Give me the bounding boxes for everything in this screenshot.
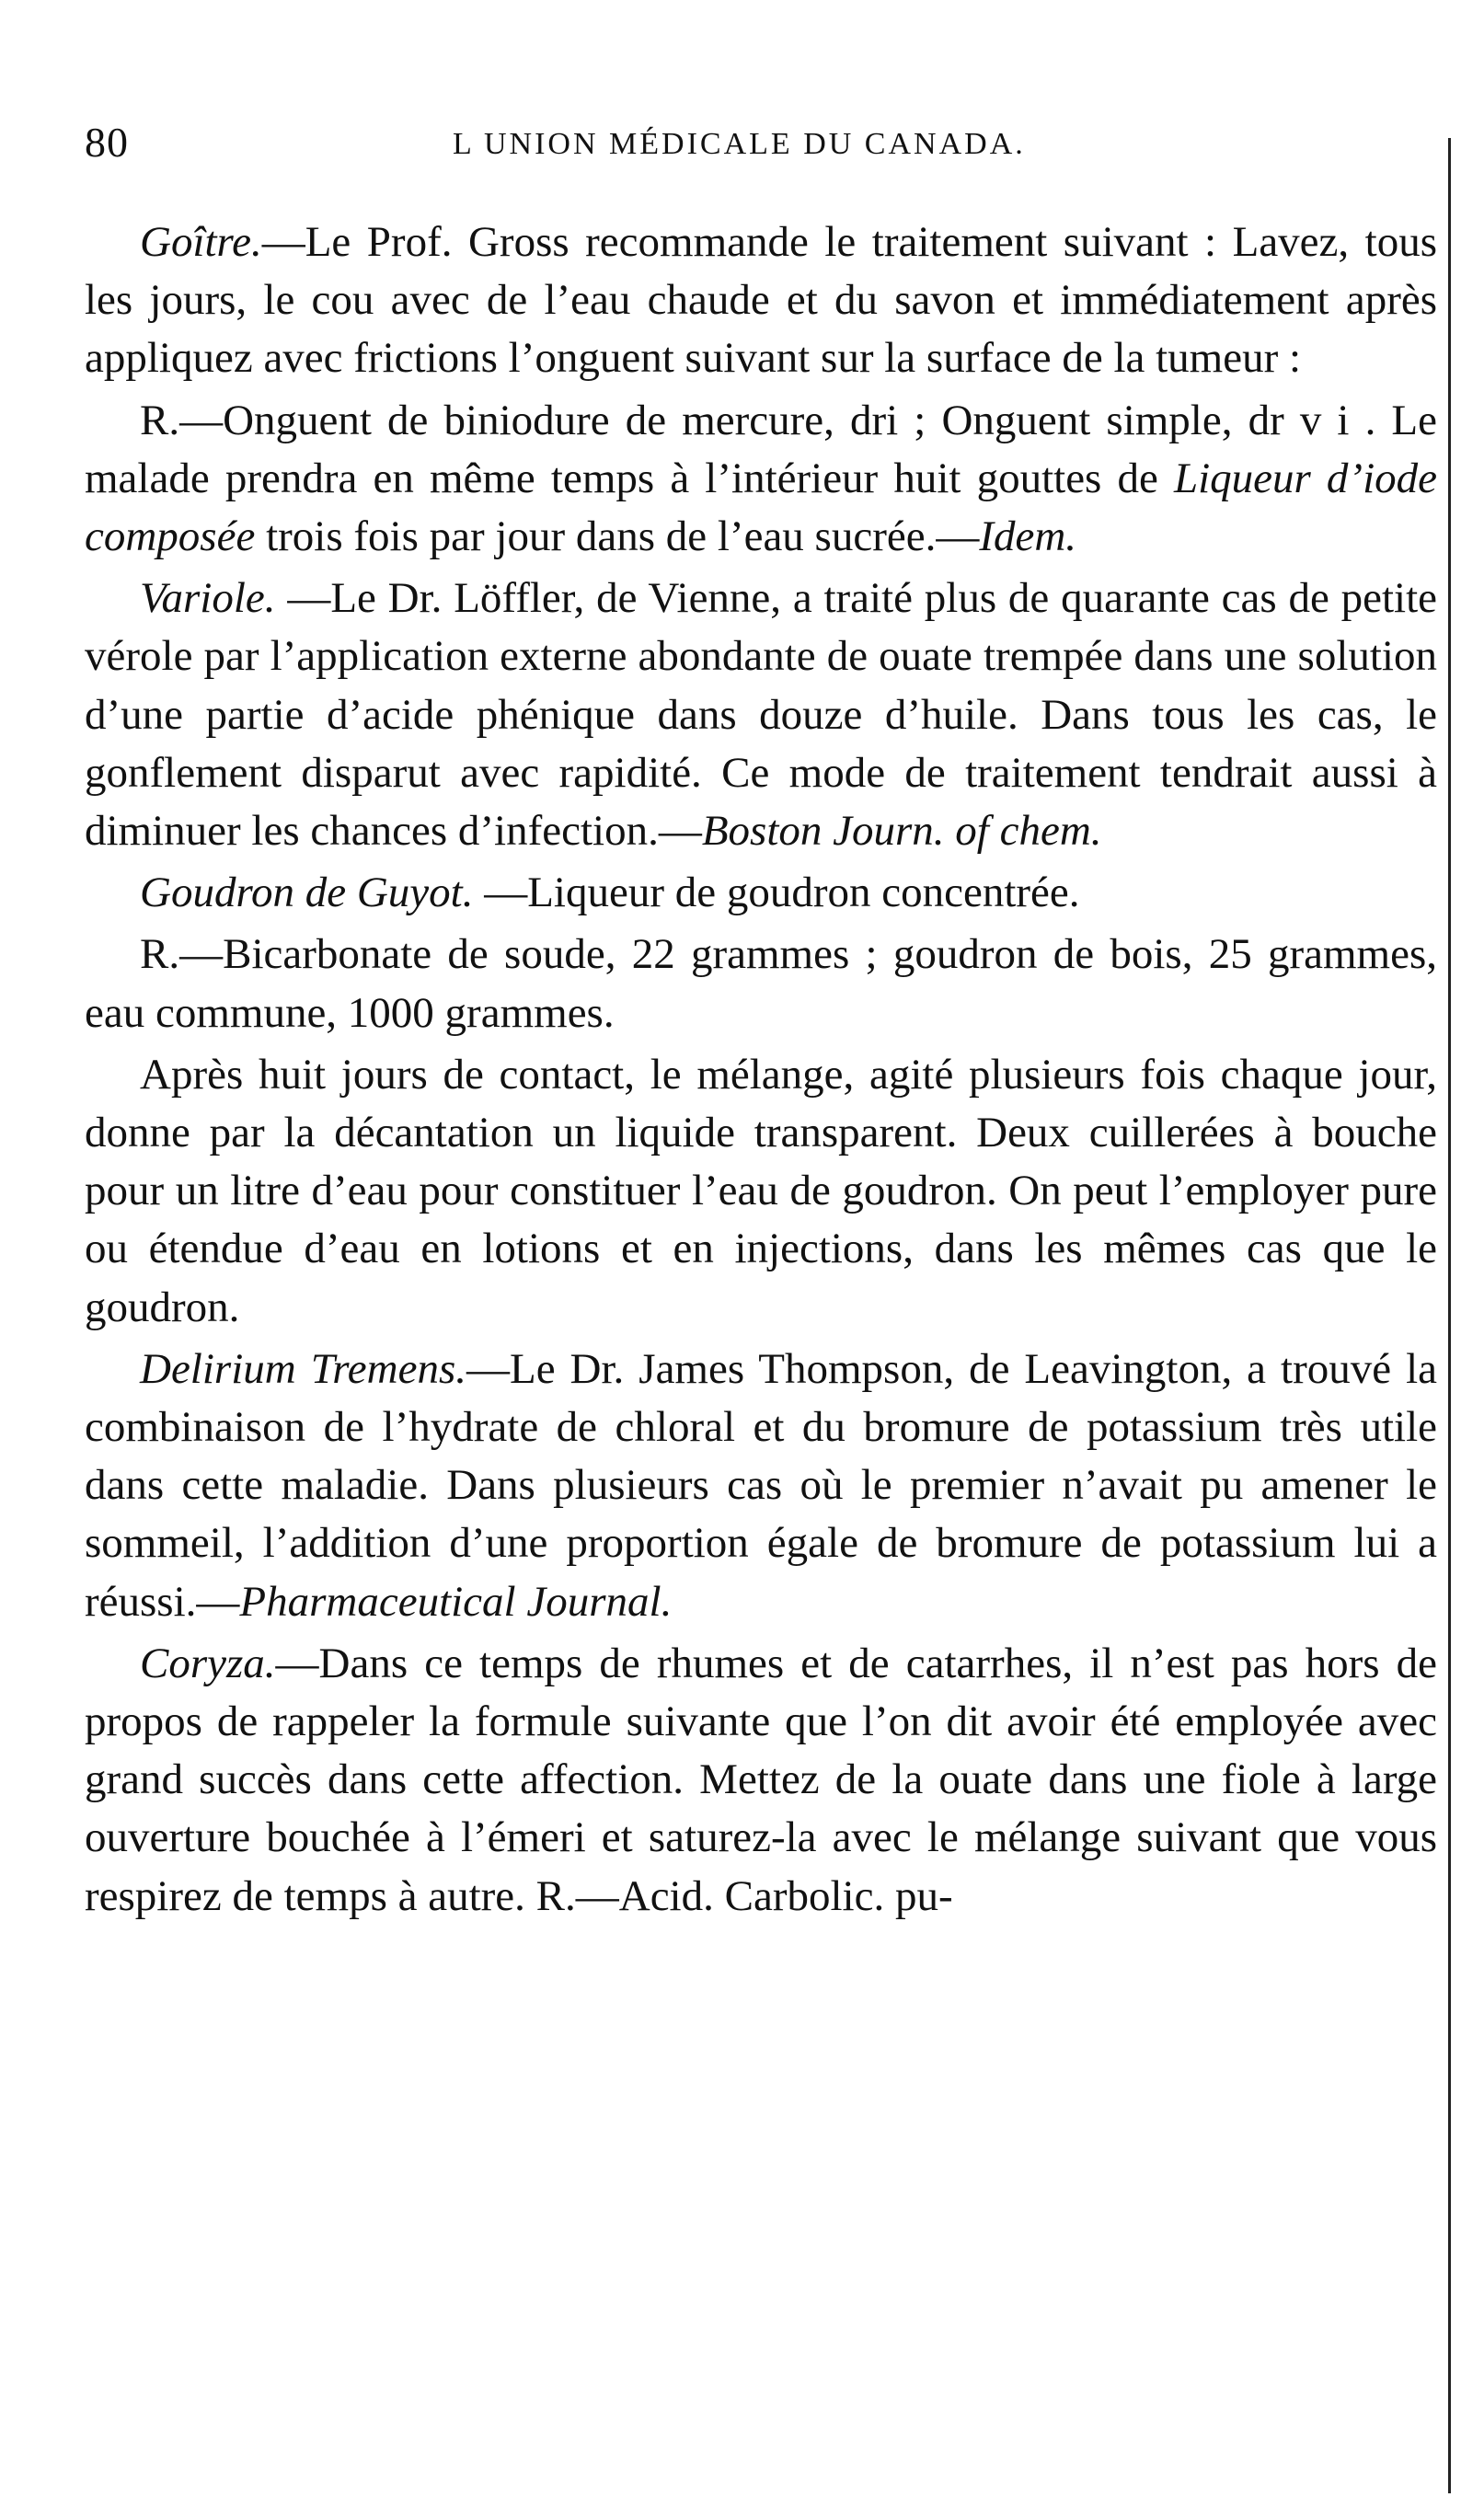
paragraph-lead: Goître.: [140, 218, 262, 266]
paragraph-text: Après huit jours de contact, le mélange, agité plusieurs fois chaque jour, donne par la décantation un liquide transparent. Deux cuillerées à bouche pour un litre d’eau pour constituer l’eau de goudron. On peut l’employer pure ou étendue d’eau en lotions et en injections, dans les mêmes cas que le goudron.: [85, 1050, 1437, 1331]
page-number: 80: [85, 119, 129, 166]
paragraph-text: —Le Dr. Löffler, de Vienne, a traité plus de quarante cas de petite vérole par l’application externe abondante de ouate trempée dans une solution d’une partie d’acide phénique dans douze d’huile. Dans tous les cas, le gonflement disparut avec rapidité. Ce mode de traitement tendrait aussi à diminuer les chances d’infection.—: [85, 574, 1437, 856]
paragraph-lead: Delirium Tremens.: [140, 1344, 466, 1393]
page-header: [85, 118, 1437, 173]
running-title: L UNION MÉDICALE DU CANADA.: [453, 127, 1026, 161]
paragraph-source: Idem.: [979, 512, 1077, 561]
paragraph-delirium-tremens: [85, 1341, 1437, 1631]
paragraph-goitre: [85, 213, 1437, 388]
paragraph-variole: [85, 570, 1437, 860]
paragraph-italic: Liqueur d’iode composée: [85, 454, 1437, 561]
paragraph-lead: Goudron de Guyot.: [140, 869, 474, 917]
article-body: [85, 213, 1437, 1929]
paragraph-source: Boston Journ. of chem.: [701, 807, 1102, 856]
paragraph-lead: Variole.: [140, 574, 276, 623]
paragraph-goudron-de-guyot: [85, 864, 1437, 922]
paragraph-goudron-prescription: [85, 926, 1437, 1041]
paragraph-text: —Le Dr. James Thompson, de Leavington, a trouvé la combinaison de l’hydrate de chloral et du bromure de potassium très utile dans cette maladie. Dans plusieurs cas où le premier n’avait pu amener le sommeil, l’addition d’une proportion égale de bromure de potassium lui a réussi.—: [85, 1344, 1437, 1626]
paragraph-goudron-preparation: [85, 1046, 1437, 1337]
paragraph-text: —Le Prof. Gross recommande le traitement suivant : Lavez, tous les jours, le cou avec de l’eau chaude et du savon et immédiatement après appliquez avec frictions l’onguent suivant sur la surface de la tumeur :: [85, 218, 1437, 383]
paragraph-source: Pharmaceutical Journal.: [239, 1577, 673, 1626]
right-margin-rule: [1448, 138, 1451, 2493]
paragraph-lead: Coryza.: [140, 1639, 276, 1687]
paragraph-text: —Liqueur de goudron concentrée.: [473, 869, 1080, 917]
paragraph-coryza: [85, 1635, 1437, 1926]
paragraph-text: —Dans ce temps de rhumes et de catarrhes, il n’est pas hors de propos de rappeler la formule suivante que l’on dit avoir été employée avec grand succès dans cette affection. Mettez de la ouate dans une fiole à large ouverture bouchée à l’émeri et saturez-la avec le mélange suivant que vous respirez de temps à autre. R.—Acid. Carbolic. pu-: [85, 1639, 1437, 1920]
paragraph-text: R.—Onguent de biniodure de mercure, dri ; Onguent simple, dr v i . Le malade prendra en même temps à l’intérieur huit gouttes de: [85, 396, 1437, 502]
paragraph-text: trois fois par jour dans de l’eau sucrée.—: [255, 512, 980, 561]
paragraph-text: R.—Bicarbonate de soude, 22 grammes ; goudron de bois, 25 grammes, eau commune, 1000 grammes.: [85, 930, 1437, 1037]
paragraph-goitre-prescription: [85, 392, 1437, 567]
